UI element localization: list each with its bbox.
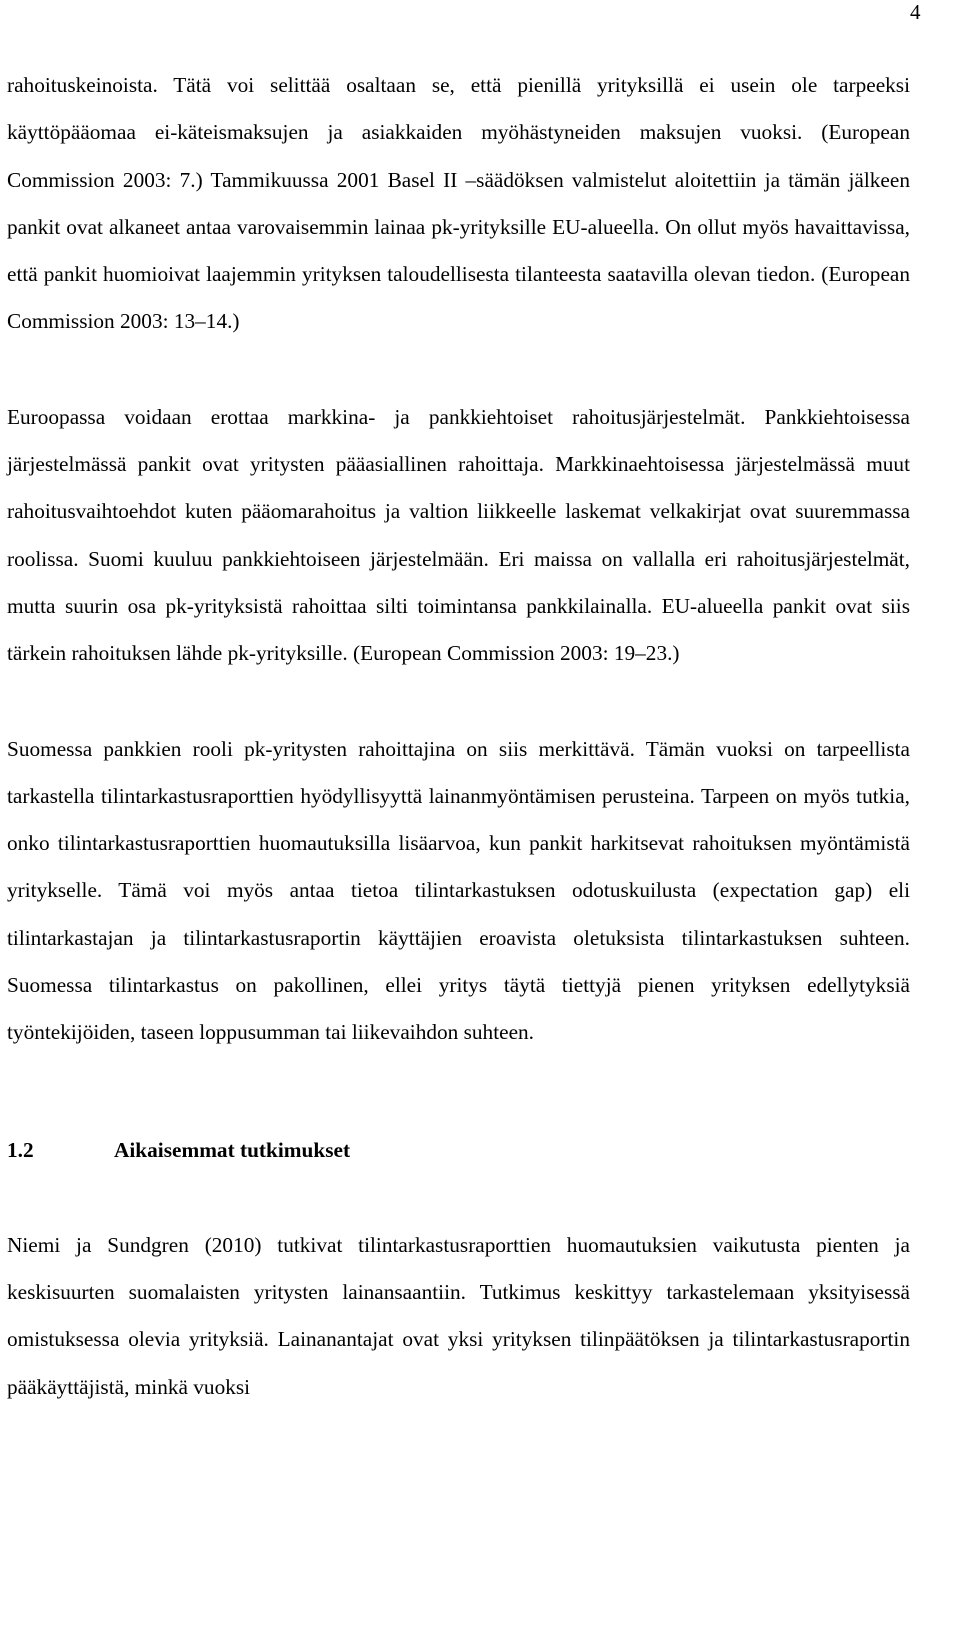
paragraph-funding-means: rahoituskeinoista. Tätä voi selittää osaltaan se, että pienillä yrityksillä ei usein ole tarpeeksi käyttöpääomaa ei-käteismaksujen ja asiakkaiden myöhästyneiden maksujen vuoksi. (European Commission 2003: 7.) Tammikuussa 2001 Basel II –säädöksen valmistelut aloitettiin ja tämän jälkeen pankit ovat alkaneet antaa varovaisemmin lainaa pk-yrityksille EU-alueella. On ollut myös havaittavissa, että pankit huomioivat laajemmin yrityksen taloudellisesta tilanteesta saatavilla olevan tiedon. (European Commission 2003: 13–14.) [7, 73, 910, 334]
page-number: 4 [910, 0, 921, 24]
paragraph-gap [7, 678, 910, 726]
section-gap [7, 1174, 910, 1222]
section-title: Aikaisemmat tutkimukset [114, 1137, 351, 1162]
paragraph-previous-research: Niemi ja Sundgren (2010) tutkivat tilintarkastusraporttien huomautuksien vaikutusta pienten ja keskisuurten suomalaisten yritysten lainansaantiin. Tutkimus keskittyy tarkastelemaan yksityisessä omistuksessa olevia yrityksiä. Lainanantajat ovat yksi yrityksen tilinpäätöksen ja tilintarkastusraportin pääkäyttäjistä, minkä vuoksi [7, 1232, 910, 1399]
paragraph-financial-systems: Euroopassa voidaan erottaa markkina- ja pankkiehtoiset rahoitusjärjestelmät. Pankkiehtoisessa järjestelmässä pankit ovat yritysten pääasiallinen rahoittaja. Markkinaehtoisessa järjestelmässä muut rahoitusvaihtoehdot kuten pääomarahoitus ja valtion liikkeelle laskemat velkakirjat ovat suuremmassa roolissa. Suomi kuuluu pankkiehtoiseen järjestelmään. Eri maissa on vallalla eri rahoitusjärjestelmät, mutta suurin osa pk-yrityksistä rahoittaa silti toimintansa pankkilainalla. EU-alueella pankit ovat siis tärkein rahoituksen lähde pk-yrityksille. (European Commission 2003: 19–23.) [7, 404, 910, 666]
page-body [7, 62, 910, 1411]
section-heading [7, 1127, 910, 1174]
section-gap [7, 1057, 910, 1127]
section-number: 1.2 [7, 1137, 34, 1162]
paragraph-banks-role: Suomessa pankkien rooli pk-yritysten rahoittajina on siis merkittävä. Tämän vuoksi on tarpeellista tarkastella tilintarkastusraporttien hyödyllisyyttä lainanmyöntämisen perusteina. Tarpeen on myös tutkia, onko tilintarkastusraporttien huomautuksilla lisäarvoa, kun pankit harkitsevat rahoituksen myöntämistä yritykselle. Tämä voi myös antaa tietoa tilintarkastuksen odotuskuilusta (expectation gap) eli tilintarkastajan ja tilintarkastusraportin käyttäjien eroavista oletuksista tilintarkastuksen suhteen. Suomessa tilintarkastus on pakollinen, ellei yritys täytä tiettyjä pienen yrityksen edellytyksiä työntekijöiden, taseen loppusumman tai liikevaihdon suhteen. [7, 736, 910, 1045]
paragraph-gap [7, 346, 910, 394]
